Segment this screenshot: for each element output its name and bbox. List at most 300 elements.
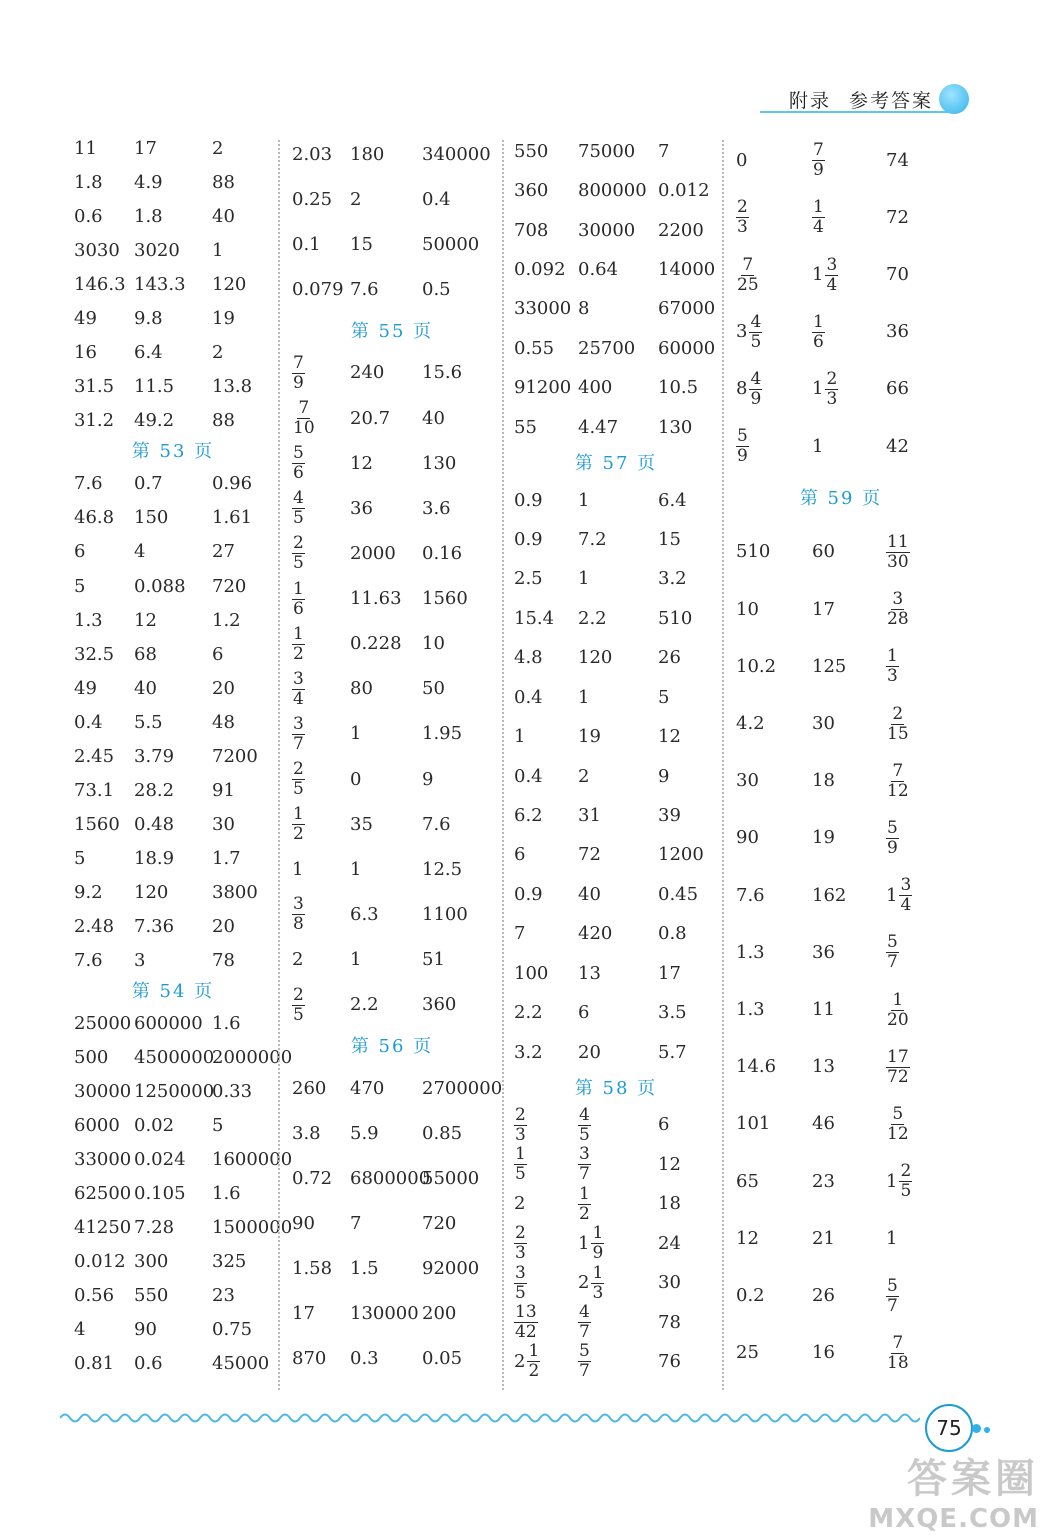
mixed-number-whole: 2 [578,1272,590,1294]
answer-cell: 4 [74,1319,86,1341]
fraction-denominator: 7 [293,733,304,754]
answer-row [736,695,946,752]
fraction [527,1342,540,1381]
answer-cell: 51 [422,949,445,971]
answer-column-4 [736,132,946,1382]
fraction-numerator: 2 [900,1161,912,1182]
answer-row [736,1267,946,1324]
answer-cell: 31.5 [74,376,115,398]
fraction-denominator: 4 [293,688,304,709]
answer-cell: 7200 [212,745,258,767]
answer-cell: 3 [134,950,146,972]
fraction-denominator: 9 [750,388,762,409]
answer-cell: 0.5 [422,278,451,300]
answer-cell: 2.45 [74,745,115,767]
answer-cell: 7 [514,923,526,945]
answer-cell: 7.6 [422,813,451,835]
fraction-numerator: 2 [293,759,304,780]
answer-cell: 65 [736,1170,759,1192]
fraction-denominator: 7 [887,1295,898,1316]
answer-cell: 0 [350,768,362,790]
answer-cell: 240 [350,362,385,384]
fraction [825,370,838,409]
answer-cell: 1.5 [350,1258,379,1280]
answer-cell: 3800 [212,881,258,903]
answer-cell: 1560 [74,813,120,835]
fraction-numerator: 7 [813,140,824,161]
answer-cell: 1.95 [422,723,463,745]
answer-row [514,757,718,796]
fraction-denominator: 28 [887,609,909,630]
answer-row [292,486,492,531]
answer-cell: 33000 [74,1149,132,1171]
answer-cell: 0.8 [658,923,687,945]
answer-cell: 0.4 [74,711,103,733]
answer-row [74,1313,272,1347]
answer-cell: 46.8 [74,507,115,529]
answer-cell [578,1106,658,1145]
answer-row [736,1096,946,1153]
answer-row [74,1143,293,1177]
answer-cell: 6 [74,541,86,563]
fraction [812,198,825,237]
fraction-denominator: 3 [515,1124,526,1145]
fraction-denominator: 2 [293,643,304,664]
fraction-numerator: 5 [887,932,898,953]
header-title [789,86,933,113]
answer-cell: 0.02 [134,1115,175,1137]
answer-cell [812,313,886,352]
answer-cell: 4.9 [134,172,163,194]
answer-row [514,290,718,329]
answer-row [292,1247,492,1292]
answer-row [292,847,492,892]
answer-cell: 67000 [658,298,716,320]
answer-cell: 5.5 [134,711,163,733]
answer-cell: 41250 [74,1217,132,1239]
answer-cell: 143.3 [134,274,186,296]
fraction-numerator: 4 [750,311,762,332]
section-page-title: 第 53 页 [131,441,215,463]
answer-cell: 0.33 [212,1081,253,1103]
answer-cell: 62500 [74,1183,132,1205]
answer-cell [886,533,946,572]
answer-cell: 0.48 [134,813,175,835]
fraction-numerator: 2 [293,984,304,1005]
answer-cell: 9 [658,765,670,787]
answer-cell: 20 [578,1041,601,1063]
answer-cell: 33000 [514,298,572,320]
fraction [292,399,316,438]
fraction-denominator: 15 [887,723,909,744]
answer-cell: 2.2 [578,607,607,629]
answer-cell: 50 [422,678,445,700]
answer-row [514,639,718,678]
answer-cell [578,1303,658,1342]
answer-cell: 7.36 [134,915,175,937]
page-number-text: 75 [936,1416,962,1440]
answer-cell: 78 [658,1311,681,1333]
answer-cell [812,198,886,237]
answer-cell: 31.2 [74,410,115,432]
answer-cell: 0.96 [212,473,253,495]
answer-cell: 9.2 [74,881,103,903]
answer-cell [736,198,812,237]
fraction-numerator: 1 [293,578,304,599]
answer-cell: 2000 [350,542,396,564]
answer-cell [514,1264,578,1303]
answer-cell [292,489,350,528]
answer-cell: 25700 [578,337,636,359]
answer-cell: 88 [212,172,235,194]
answer-row [736,1039,946,1096]
answer-cell: 0.024 [134,1149,186,1171]
answer-cell: 68 [134,643,157,665]
fraction [899,1162,912,1201]
answer-row [514,369,718,408]
page-header [789,84,969,114]
answer-cell: 12 [350,452,373,474]
answer-cell: 550 [134,1285,169,1307]
answer-cell: 39 [658,804,681,826]
page-number-dots-icon [972,1418,993,1437]
answer-cell [578,1185,658,1224]
page-number [925,1404,973,1452]
answer-cell: 46 [812,1113,835,1135]
answer-cell [736,313,812,352]
fraction [292,354,305,393]
answer-cell: 6800000 [350,1167,431,1189]
answer-row [736,924,946,981]
fraction-denominator: 20 [887,1009,909,1030]
answer-cell: 36 [812,941,835,963]
answer-cell: 13.8 [212,376,253,398]
answer-cell: 0.088 [134,575,186,597]
answer-row [292,712,492,757]
fraction-denominator: 9 [813,160,824,181]
answer-cell [578,1342,658,1381]
answer-cell: 14000 [658,258,716,280]
header-answer-title: 参考答案 [848,89,933,112]
answer-cell [292,670,350,709]
section-page-title: 第 54 页 [131,981,215,1003]
fraction-denominator: 9 [592,1243,604,1264]
answer-cell: 25 [736,1342,759,1364]
fraction [749,370,762,409]
answer-cell: 2.2 [514,1002,543,1024]
fraction [886,933,899,972]
answer-cell [292,805,350,844]
fraction [812,313,825,352]
answer-row [514,1263,718,1302]
answer-cell: 1600000 [212,1149,293,1171]
answer-cell: 400 [578,377,613,399]
answer-row [736,304,946,361]
answer-cell: 0.105 [134,1183,186,1205]
answer-cell: 150 [134,507,169,529]
answer-cell: 76 [658,1350,681,1372]
answer-cell [812,370,886,409]
answer-row [292,441,492,486]
answer-cell: 325 [212,1251,247,1273]
answer-cell: 15.6 [422,362,463,384]
answer-cell: 1.2 [212,609,241,631]
fraction-denominator: 5 [515,1282,526,1303]
answer-cell: 92000 [422,1258,480,1280]
section-page-title: 第 56 页 [350,1035,434,1057]
answer-cell: 30 [736,770,759,792]
answer-cell: 300 [134,1251,169,1273]
answer-cell [292,580,350,619]
fraction-numerator: 11 [887,531,909,552]
answer-cell: 31 [578,804,601,826]
fraction-denominator: 72 [887,1066,909,1087]
answer-cell [736,370,812,409]
fraction-numerator: 2 [293,533,304,554]
fraction-numerator: 17 [887,1046,909,1067]
answer-cell: 32.5 [74,643,115,665]
fraction [886,1277,899,1316]
answer-cell: 26 [658,647,681,669]
answer-cell: 1.7 [212,847,241,869]
answer-cell: 7.6 [736,884,765,906]
answer-cell: 11.5 [134,376,175,398]
answer-cell: 12 [134,609,157,631]
answer-cell: 30000 [74,1081,132,1103]
answer-cell [736,256,812,295]
answer-cell: 73.1 [74,779,115,801]
answer-cell: 101 [736,1113,771,1135]
answer-cell [292,354,350,393]
fraction-numerator: 1 [887,646,898,667]
answer-cell [292,715,350,754]
answer-cell: 510 [658,607,693,629]
answer-cell [292,895,350,934]
answer-cell: 708 [514,219,549,241]
answer-row [292,983,492,1028]
column-divider [278,140,280,1390]
answer-cell: 12 [736,1227,759,1249]
answer-cell: 1.6 [212,1013,241,1035]
fraction-numerator: 3 [515,1262,526,1283]
answer-cell: 0.012 [658,180,710,202]
fraction-denominator: 9 [737,446,748,467]
answer-cell: 60000 [658,337,716,359]
answer-row [514,796,718,835]
answer-cell: 3.79 [134,745,175,767]
answer-row [292,1292,492,1337]
fraction [578,1185,591,1224]
answer-cell: 0.4 [422,188,451,210]
fraction-numerator: 4 [293,488,304,509]
answer-cell: 130000 [350,1303,419,1325]
answer-cell [514,1106,578,1145]
answer-row [514,211,718,250]
fraction [812,141,825,180]
answer-cell: 6 [578,1002,590,1024]
fraction [292,580,305,619]
answer-cell: 0.55 [514,337,555,359]
fraction-denominator: 25 [737,274,759,295]
fraction-denominator: 6 [293,598,304,619]
fraction-denominator: 5 [750,331,762,352]
answer-cell: 1100 [422,903,468,925]
fraction-denominator: 4 [813,217,824,238]
answer-cell: 125 [812,655,847,677]
fraction-denominator: 10 [293,418,315,439]
column-divider [502,140,504,1390]
answer-row [292,1066,503,1111]
answer-cell: 4 [134,541,146,563]
fraction [899,876,912,915]
answer-cell: 36 [350,497,373,519]
answer-cell [886,1105,946,1144]
answer-cell: 0.079 [292,278,344,300]
answer-cell: 16 [74,342,97,364]
fraction-denominator: 7 [579,1164,590,1185]
mixed-number-whole: 1 [578,1232,590,1254]
answer-row [292,531,492,576]
fraction [736,427,749,466]
answer-cell: 0.85 [422,1122,463,1144]
answer-row [514,1145,718,1184]
answer-row [514,408,718,447]
answer-cell: 7 [350,1213,362,1234]
answer-row [736,189,946,246]
answer-cell: 2.48 [74,915,115,937]
answer-cell: 120 [134,881,169,903]
fraction [514,1106,527,1145]
answer-cell: 12 [658,1153,681,1175]
header-bubble-icon [939,84,969,114]
mixed-number-whole: 8 [736,378,748,400]
answer-row [736,981,946,1038]
answer-cell: 25000 [74,1013,132,1035]
fraction [886,705,910,744]
answer-cell: 0.6 [74,206,103,228]
fraction [578,1145,591,1184]
fraction-denominator: 3 [592,1282,604,1303]
answer-cell: 21 [812,1227,835,1249]
answer-cell: 0.092 [514,258,566,280]
answer-row [74,132,272,166]
answer-cell: 55000 [422,1167,480,1189]
answer-cell [886,1048,946,1087]
answer-cell: 20 [212,677,235,699]
answer-cell: 2200 [658,219,704,241]
answer-cell: 45000 [212,1353,270,1375]
fraction-numerator: 1 [892,989,904,1010]
answer-cell: 19 [212,308,235,330]
answer-cell: 130 [658,416,693,438]
answer-row [514,875,718,914]
header-section: 附录 [788,89,831,112]
answer-cell: 23 [212,1285,235,1307]
answer-cell: 66 [886,378,909,400]
answer-cell: 7.6 [350,278,379,300]
answer-cell [886,590,946,629]
answer-cell: 7 [658,140,670,162]
answer-row [514,1303,718,1342]
answer-row [292,267,492,312]
answer-cell: 0.9 [514,489,543,511]
answer-cell: 1.61 [212,507,253,529]
watermark-url: MXQE.COM [868,1504,1039,1534]
answer-cell: 7.6 [74,950,103,972]
answer-cell [292,986,350,1025]
fraction-numerator: 3 [892,589,904,610]
answer-cell: 146.3 [74,274,126,296]
answer-row [292,396,492,441]
answer-cell: 19 [578,726,601,748]
answer-row [74,166,272,200]
fraction [292,625,305,664]
fraction-numerator: 5 [887,1275,898,1296]
answer-cell: 72 [578,844,601,866]
answer-row [514,954,718,993]
answer-column-2 [292,132,503,1382]
fraction [886,590,910,629]
fraction [292,805,305,844]
answer-row [292,937,492,982]
answer-cell: 470 [350,1077,385,1099]
fraction-numerator: 1 [579,1183,590,1204]
answer-cell: 78 [212,950,235,972]
mixed-number-whole: 1 [886,1170,898,1192]
fraction-numerator: 4 [579,1104,590,1125]
answer-cell: 12.5 [422,858,463,880]
answer-cell: 200 [422,1303,457,1325]
mixed-number-whole: 2 [514,1350,526,1372]
answer-cell: 1 [350,858,362,880]
answer-cell: 0.012 [74,1251,126,1273]
fraction-numerator: 1 [592,1223,604,1244]
fraction-numerator: 3 [579,1144,590,1165]
fraction-denominator: 6 [293,463,304,484]
fraction-numerator: 1 [293,623,304,644]
answer-cell [514,1303,578,1342]
fraction-denominator: 18 [887,1352,909,1373]
answer-row [74,876,272,910]
fraction [578,1342,591,1381]
fraction-numerator: 7 [742,254,754,275]
answer-row [74,774,272,808]
fraction-numerator: 5 [293,443,304,464]
answer-cell: 0.1 [292,233,321,255]
answer-cell: 16 [812,1342,835,1364]
fraction [591,1224,604,1263]
answer-cell [292,534,350,573]
answer-cell: 15 [658,529,681,551]
answer-cell [578,1224,658,1263]
fraction [736,256,760,295]
answer-cell: 2 [578,765,590,787]
answer-cell: 1250000 [134,1081,215,1103]
answer-cell: 11 [812,999,835,1021]
fraction [292,534,305,573]
fraction [292,895,305,934]
answer-cell: 1 [514,726,526,748]
answer-row [74,1347,272,1381]
mixed-number-whole: 1 [812,378,824,400]
fraction-numerator: 1 [592,1262,604,1283]
answer-row [74,842,272,876]
answer-row [74,404,272,438]
answer-cell: 49 [74,677,97,699]
fraction [292,444,305,483]
answer-cell: 500 [74,1047,109,1069]
answer-cell: 10.5 [658,377,699,399]
